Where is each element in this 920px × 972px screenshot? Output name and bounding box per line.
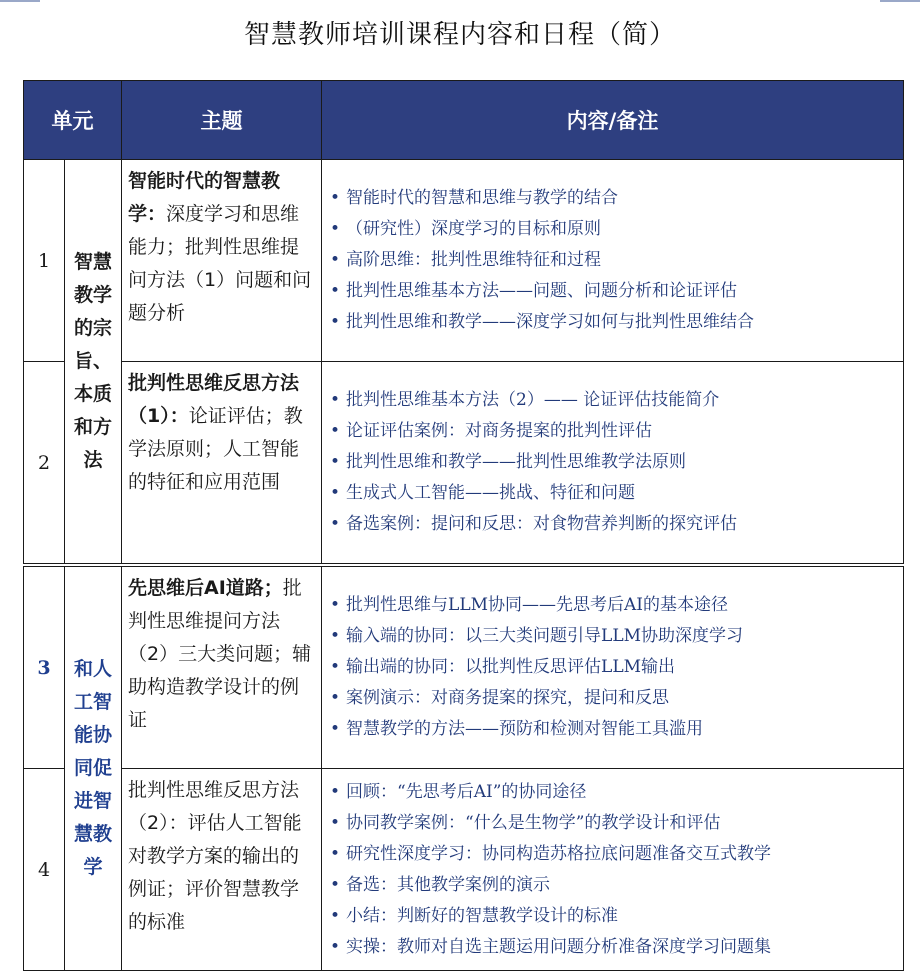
topic-text: 批判性思维反思方法（2）：评估人工智能对教学方案的输出的例证；评价智慧教学的标准 <box>128 779 302 933</box>
content-item <box>330 777 901 808</box>
bullet-icon: • <box>330 188 341 208</box>
header-row <box>24 81 904 160</box>
content-item <box>330 245 901 276</box>
bullet-icon: • <box>330 421 341 441</box>
bullet-icon: • <box>330 390 341 410</box>
content-item <box>330 214 901 245</box>
bullet-icon: • <box>330 452 341 472</box>
table-row <box>24 362 904 566</box>
content-item-text: 批判性思维基本方法——问题、问题分析和论证评估 <box>346 281 738 301</box>
topic-cell <box>122 362 322 566</box>
bullet-icon: • <box>330 219 341 239</box>
topic-cell <box>122 565 322 769</box>
bullet-icon: • <box>330 312 341 332</box>
content-list <box>330 385 901 540</box>
content-item-text: 论证评估案例：对商务提案的批判性评估 <box>346 421 653 441</box>
content-item <box>330 808 901 839</box>
content-cell <box>322 362 904 566</box>
bullet-icon: • <box>330 781 341 802</box>
content-item <box>330 447 901 478</box>
table-row <box>24 565 904 769</box>
content-item-text: 协同教学案例：“什么是生物学”的教学设计和评估 <box>346 812 721 833</box>
content-item-text: 高阶思维：批判性思维特征和过程 <box>346 250 602 270</box>
content-item <box>330 870 901 901</box>
bullet-icon: • <box>330 626 341 646</box>
content-item-text: 回顾：“先思考后AI”的协同途径 <box>346 781 587 802</box>
bullet-icon: • <box>330 483 341 503</box>
content-item-text: 批判性思维与LLM协同——先思考后AI的基本途径 <box>346 595 729 615</box>
bullet-icon: • <box>330 250 341 270</box>
content-item-text: 输入端的协同：以三大类问题引导LLM协助深度学习 <box>346 626 744 646</box>
row-number: 2 <box>24 362 65 566</box>
content-item-text: 小结：判断好的智慧教学设计的标准 <box>346 905 619 926</box>
bullet-icon: • <box>330 905 341 926</box>
row-number: 1 <box>24 160 65 362</box>
bullet-icon: • <box>330 595 341 615</box>
content-item <box>330 276 901 307</box>
topic-text: 批判性思维提问方法（2）三大类问题；辅助构造教学设计的例证 <box>128 577 312 731</box>
content-item <box>330 478 901 509</box>
topic-bold: 批判性思维反思方法（1）： <box>128 372 300 427</box>
bullet-icon: • <box>330 936 341 957</box>
content-item-text: 研究性深度学习：协同构造苏格拉底问题准备交互式教学 <box>346 843 772 864</box>
content-item <box>330 183 901 214</box>
content-item <box>330 590 901 621</box>
content-item <box>330 714 901 745</box>
content-item-text: 生成式人工智能——挑战、特征和问题 <box>346 483 636 503</box>
table-row <box>24 769 904 971</box>
content-cell <box>322 565 904 769</box>
content-item-text: 备选案例：提问和反思：对食物营养判断的探究评估 <box>346 514 738 534</box>
content-item <box>330 385 901 416</box>
content-item <box>330 416 901 447</box>
content-list <box>330 777 901 963</box>
content-item <box>330 901 901 932</box>
content-list <box>330 183 901 338</box>
content-item-text: 智慧教学的方法——预防和检测对智能工具滥用 <box>346 719 704 739</box>
content-item <box>330 307 901 338</box>
content-item-text: 输出端的协同：以批判性反思评估LLM输出 <box>346 657 676 677</box>
content-item-text: 批判性思维和教学——深度学习如何与批判性思维结合 <box>346 312 755 332</box>
row-number: 4 <box>24 769 65 971</box>
content-item-text: 备选：其他教学案例的演示 <box>346 874 551 895</box>
bullet-icon: • <box>330 657 341 677</box>
bullet-icon: • <box>330 514 341 534</box>
topic-bold: 先思维后AI道路； <box>128 577 283 599</box>
topic-cell <box>122 160 322 362</box>
content-item <box>330 932 901 963</box>
header-topic: 主题 <box>122 81 322 160</box>
topic-text: 深度学习和思维能力；批判性思维提问方法（1）问题和问题分析 <box>128 203 312 324</box>
content-item-text: 实操：教师对自选主题运用问题分析准备深度学习问题集 <box>346 936 772 957</box>
topic-cell <box>122 769 322 971</box>
content-cell <box>322 160 904 362</box>
content-item-text: 智能时代的智慧和思维与教学的结合 <box>346 188 619 208</box>
table-row <box>24 160 904 362</box>
topic-text: 论证评估；教学法原则；人工智能的特征和应用范围 <box>128 405 303 493</box>
content-item-text: 批判性思维基本方法（2）—— 论证评估技能简介 <box>346 390 720 410</box>
schedule-table <box>23 80 904 971</box>
content-cell <box>322 769 904 971</box>
header-unit: 单元 <box>24 81 122 160</box>
page-title: 智慧教师培训课程内容和日程（简） <box>243 20 676 50</box>
bullet-icon: • <box>330 812 341 833</box>
content-item-text: 案例演示：对商务提案的探究，提问和反思 <box>346 688 670 708</box>
row-number: 3 <box>24 565 65 769</box>
top-left-decoration <box>0 0 40 2</box>
content-item <box>330 683 901 714</box>
content-item <box>330 509 901 540</box>
unit-group-label: 和人工智能协同促进智慧教学 <box>65 565 122 971</box>
content-item <box>330 652 901 683</box>
bullet-icon: • <box>330 874 341 895</box>
topic-bold: 智能时代的智慧教学： <box>128 170 281 225</box>
bullet-icon: • <box>330 843 341 864</box>
bullet-icon: • <box>330 281 341 301</box>
content-list <box>330 590 901 745</box>
content-item-text: （研究性）深度学习的目标和原则 <box>346 219 602 239</box>
content-item <box>330 839 901 870</box>
unit-group-label: 智慧教学的宗旨、本质和方法 <box>65 160 122 566</box>
content-item-text: 批判性思维和教学——批判性思维教学法原则 <box>346 452 687 472</box>
top-right-decoration <box>880 0 920 2</box>
header-content: 内容/备注 <box>322 81 904 160</box>
content-item <box>330 621 901 652</box>
bullet-icon: • <box>330 719 341 739</box>
bullet-icon: • <box>330 688 341 708</box>
